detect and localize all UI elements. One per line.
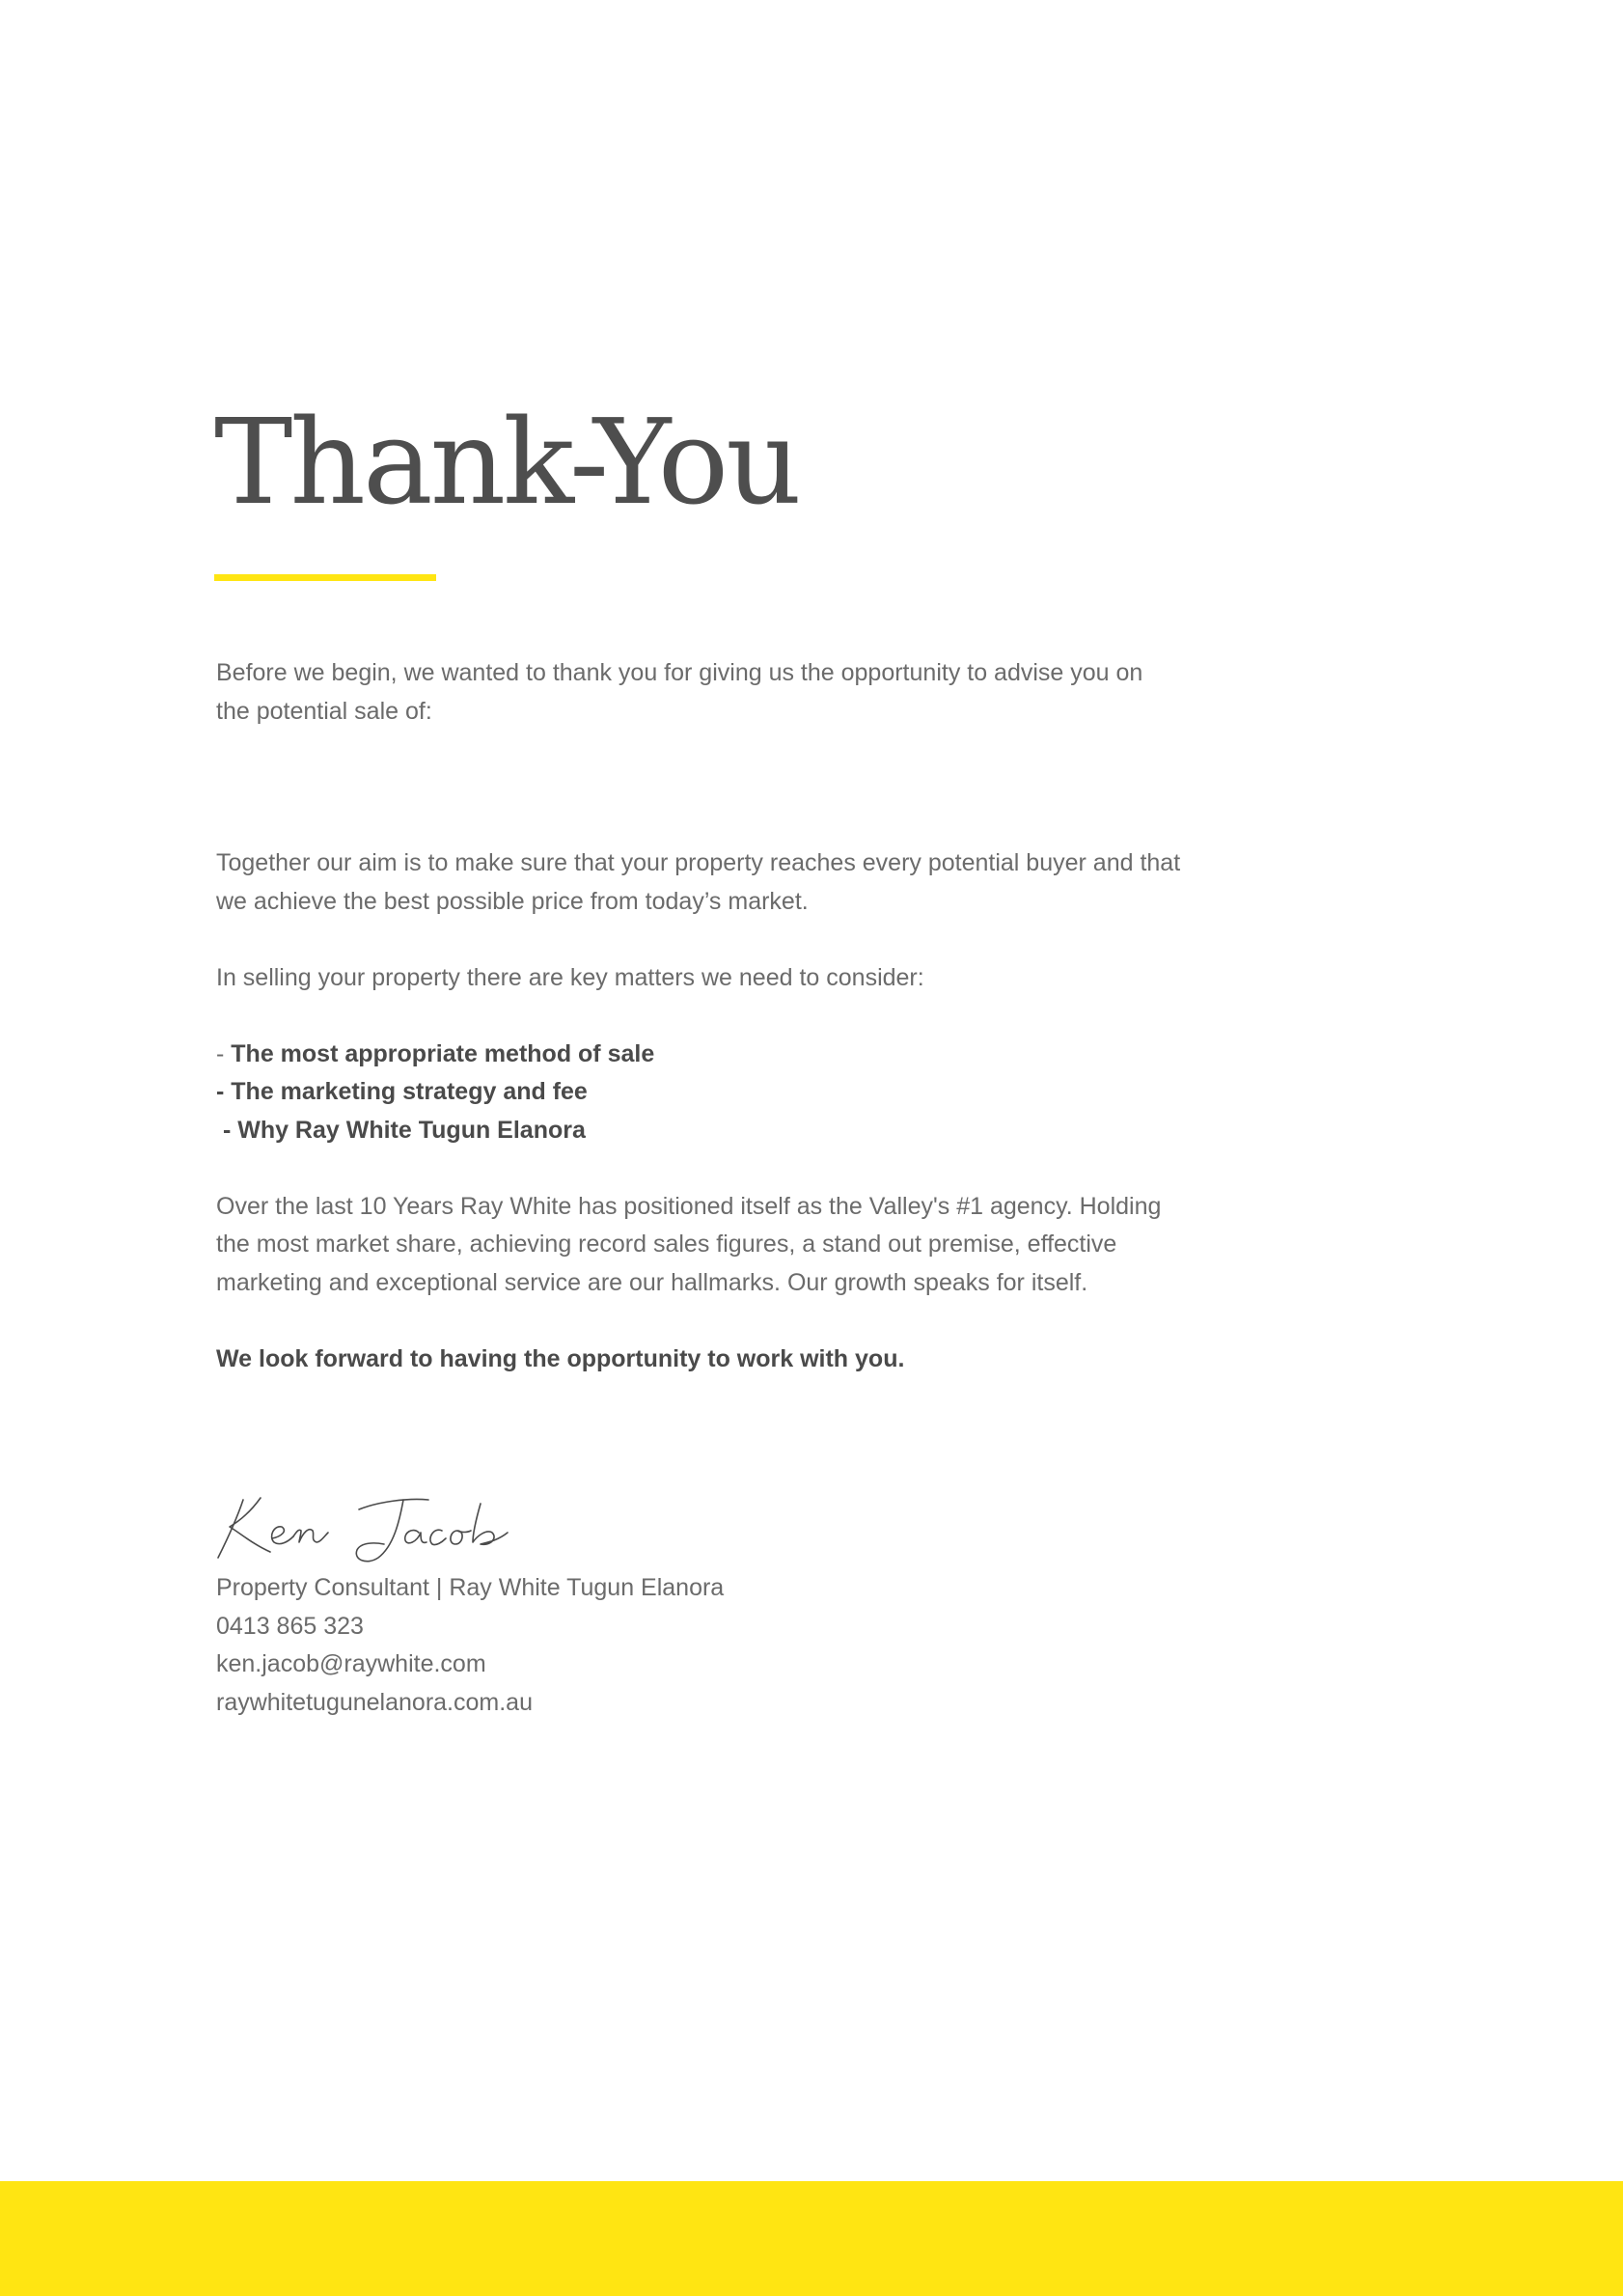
- title-underline: [214, 574, 436, 581]
- intro-paragraph: Before we begin, we wanted to thank you for giving us the opportunity to advise you on the potential sale of:: [216, 659, 1143, 725]
- signature-block: [214, 1488, 523, 1565]
- contact-details: [216, 1569, 724, 1722]
- page-title: Thank-You: [214, 394, 799, 531]
- contact-role: Property Consultant | Ray White Tugun Elanora: [216, 1574, 725, 1601]
- key-matter-item: [216, 1036, 1181, 1074]
- key-matters-list: [216, 1036, 1181, 1150]
- closing-statement: We look forward to having the opportunity to work with you.: [216, 1344, 905, 1372]
- key-matter-item: [216, 1112, 1181, 1150]
- address-blank-space: [216, 731, 1181, 844]
- contact-email: ken.jacob@raywhite.com: [216, 1650, 486, 1677]
- contact-phone: 0413 865 323: [216, 1612, 364, 1640]
- signature-image: [214, 1488, 523, 1565]
- letter-body: [216, 654, 1181, 1378]
- contact-website: raywhitetugunelanora.com.au: [216, 1688, 533, 1716]
- key-matter-text: The marketing strategy and fee: [231, 1078, 588, 1105]
- list-dash: -: [216, 1039, 232, 1067]
- list-dash: -: [216, 1116, 238, 1144]
- key-matter-item: [216, 1073, 1181, 1112]
- key-matter-text: The most appropriate method of sale: [231, 1039, 655, 1067]
- history-paragraph: Over the last 10 Years Ray White has positioned itself as the Valley's #1 agency. Holding the most market share, achieving record sales figures, a stand out premise, effective marketing and exceptional service are our hallmarks. Our growth speaks for itself.: [216, 1192, 1162, 1296]
- key-matter-text: Why Ray White Tugun Elanora: [237, 1116, 586, 1144]
- footer-accent-band: [0, 2181, 1623, 2296]
- list-dash: -: [216, 1078, 232, 1105]
- consider-paragraph: In selling your property there are key matters we need to consider:: [216, 963, 924, 991]
- aim-paragraph: Together our aim is to make sure that your property reaches every potential buyer and that we achieve the best possible price from today’s market.: [216, 849, 1181, 915]
